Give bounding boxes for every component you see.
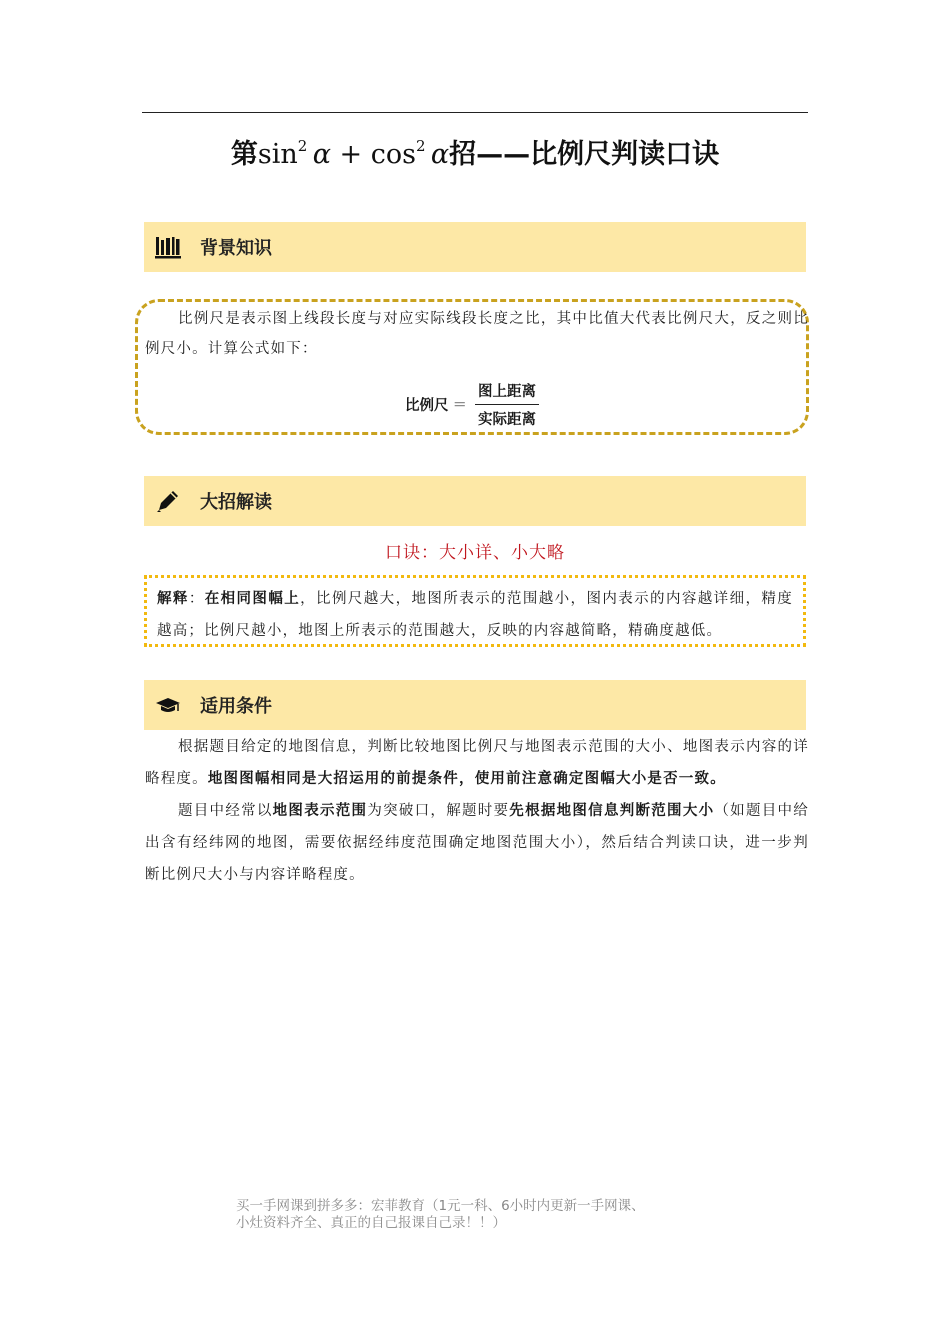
footer-line-1: 买一手网课到拼多多：宏菲教育（1元一科、6小时内更新一手网课、 [236, 1198, 645, 1214]
formula-numerator: 图上距离 [475, 380, 539, 405]
page-title: 第$\sin^2 \alpha + \cos^2 \alpha$招——比例尺判读口诀 [230, 137, 720, 170]
graduation-cap-icon [154, 691, 182, 719]
explanation-text: 解释：在相同图幅上，比例尺越大，地图所表示的范围越小，图内表示的内容越详细，精度越高；比例尺越小，地图上所表示的范围越大，反映的内容越简略，精确度越低。 [157, 590, 793, 639]
mnemonic: 口诀：大小详、小大略 [385, 543, 565, 563]
conditions-paragraph-2: 题目中经常以地图表示范围为突破口，解题时要先根据地图信息判断范围大小（如题目中给出含有经纬网的地图，需要依据经纬度范围确定地图范围大小），然后结合判读口诀，进一步判断比例尺大小与内容详略程度。 [145, 802, 809, 883]
section-label: 适用条件 [200, 696, 272, 717]
explanation-box [144, 575, 806, 647]
section-label: 大招解读 [200, 492, 272, 513]
footer-line-2: 小灶资料齐全、真正的自己报课自己录！！） [236, 1215, 506, 1231]
section-header-interpret [144, 476, 806, 526]
conditions-body [145, 731, 809, 891]
conditions-paragraph-1: 根据题目给定的地图信息，判断比较地图比例尺与地图表示范围的大小、地图表示内容的详略程度。地图图幅相同是大招运用的前提条件，使用前注意确定图幅大小是否一致。 [145, 739, 809, 787]
scale-formula [405, 380, 539, 429]
formula-fraction [475, 380, 539, 429]
section-header-conditions [144, 680, 806, 730]
top-rule [142, 112, 808, 113]
formula-lhs: 比例尺 [405, 397, 449, 414]
section-header-background [144, 222, 806, 272]
books-icon [154, 233, 182, 261]
pen-icon [154, 487, 182, 515]
footer-note [236, 1198, 756, 1232]
definition-text: 比例尺是表示图上线段长度与对应实际线段长度之比，其中比值大代表比例尺大，反之则比例尺小。计算公式如下： [145, 311, 809, 357]
formula-denominator: 实际距离 [478, 411, 536, 428]
section-label: 背景知识 [200, 238, 272, 259]
formula-equals: ＝ [452, 398, 467, 414]
